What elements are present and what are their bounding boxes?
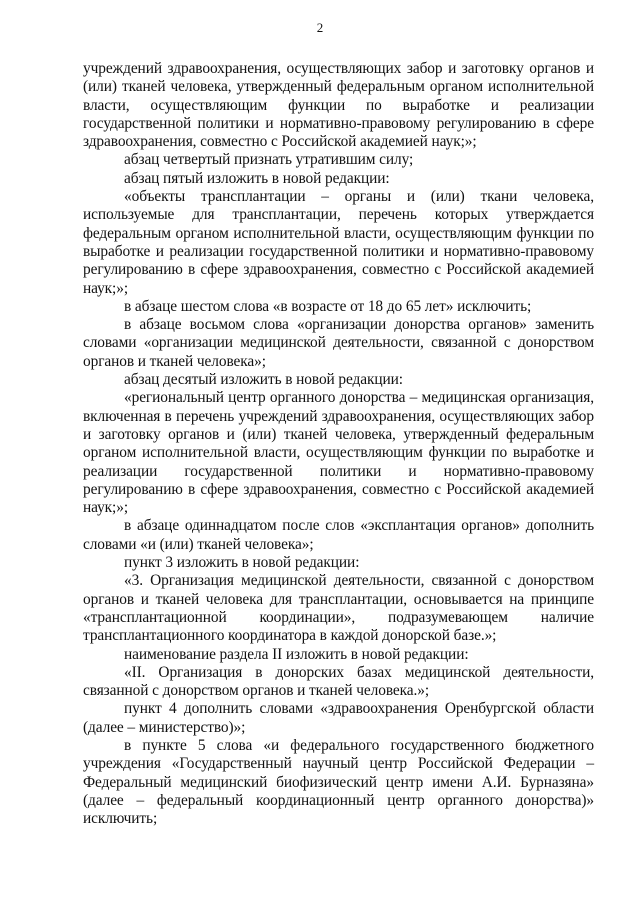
document-body [83,60,594,828]
paragraph: «II. Организация в донорских базах медицинской деятельности, связанной с донорством органов и тканей человека.»; [83,663,594,700]
paragraph: абзац пятый изложить в новой редакции: [124,169,390,187]
paragraph: пункт 3 изложить в новой редакции: [124,554,360,572]
paragraph: «объекты трансплантации – органы и (или) ткани человека, используемые для трансплантации, перечень которых утверждается федеральным органом исполнительной власти, осуществляющим функции по выработке и реализации государственной политики и нормативно-правовому регулированию в сфере здравоохранения, совместно с Российской академией наук;»; [83,188,594,297]
paragraph: «региональный центр органного донорства – медицинская организация, включенная в перечень учреждений здравоохранения, осуществляющих забор и заготовку органов и (или) тканей человека, утвержденный федеральным органом исполнительной власти, осуществляющим функции по выработке и реализации государственной политики и нормативно-правовому регулированию в сфере здравоохранения, совместно с Российской академией наук;»; [83,389,594,517]
paragraph: учреждений здравоохранения, осуществляющих забор и заготовку органов и (или) тканей человека, утвержденный федеральным органом исполнительной власти, осуществляющим функции по выработке и реализации государственной политики и нормативно-правовому регулированию в сфере здравоохранения, совместно с Российской академией наук;»; [83,60,594,151]
paragraph: абзац десятый изложить в новой редакции: [124,371,403,389]
paragraph: абзац четвертый признать утратившим силу; [124,151,414,169]
paragraph: в абзаце восьмом слова «организации донорства органов» заменить словами «организации медицинской деятельности, связанной с донорством органов и тканей человека»; [83,316,594,370]
paragraph: в абзаце одиннадцатом после слов «эксплантация органов» дополнить словами «и (или) тканей человека»; [83,517,594,553]
paragraph: наименование раздела II изложить в новой редакции: [124,645,469,663]
paragraph: в абзаце шестом слова «в возрасте от 18 до 65 лет» исключить; [124,297,532,315]
paragraph: пункт 4 дополнить словами «здравоохранения Оренбургской области (далее – министерство)»; [83,700,594,736]
paragraph: в пункте 5 слова «и федерального государственного бюджетного учреждения «Государственный научный центр Российской Федерации – Федеральный медицинский биофизический центр имени А.И. Бурназяна» (далее – федеральный координационный центр органного донорства)» исключить; [83,736,594,828]
paragraph: «3. Организация медицинской деятельности, связанной с донорством органов и тканей человека для трансплантации, основывается на принципе «трансплантационной координации», подразумевающем наличие трансплантационного координатора в каждой донорской базе.»; [83,572,594,645]
page-number: 2 [316,20,324,35]
